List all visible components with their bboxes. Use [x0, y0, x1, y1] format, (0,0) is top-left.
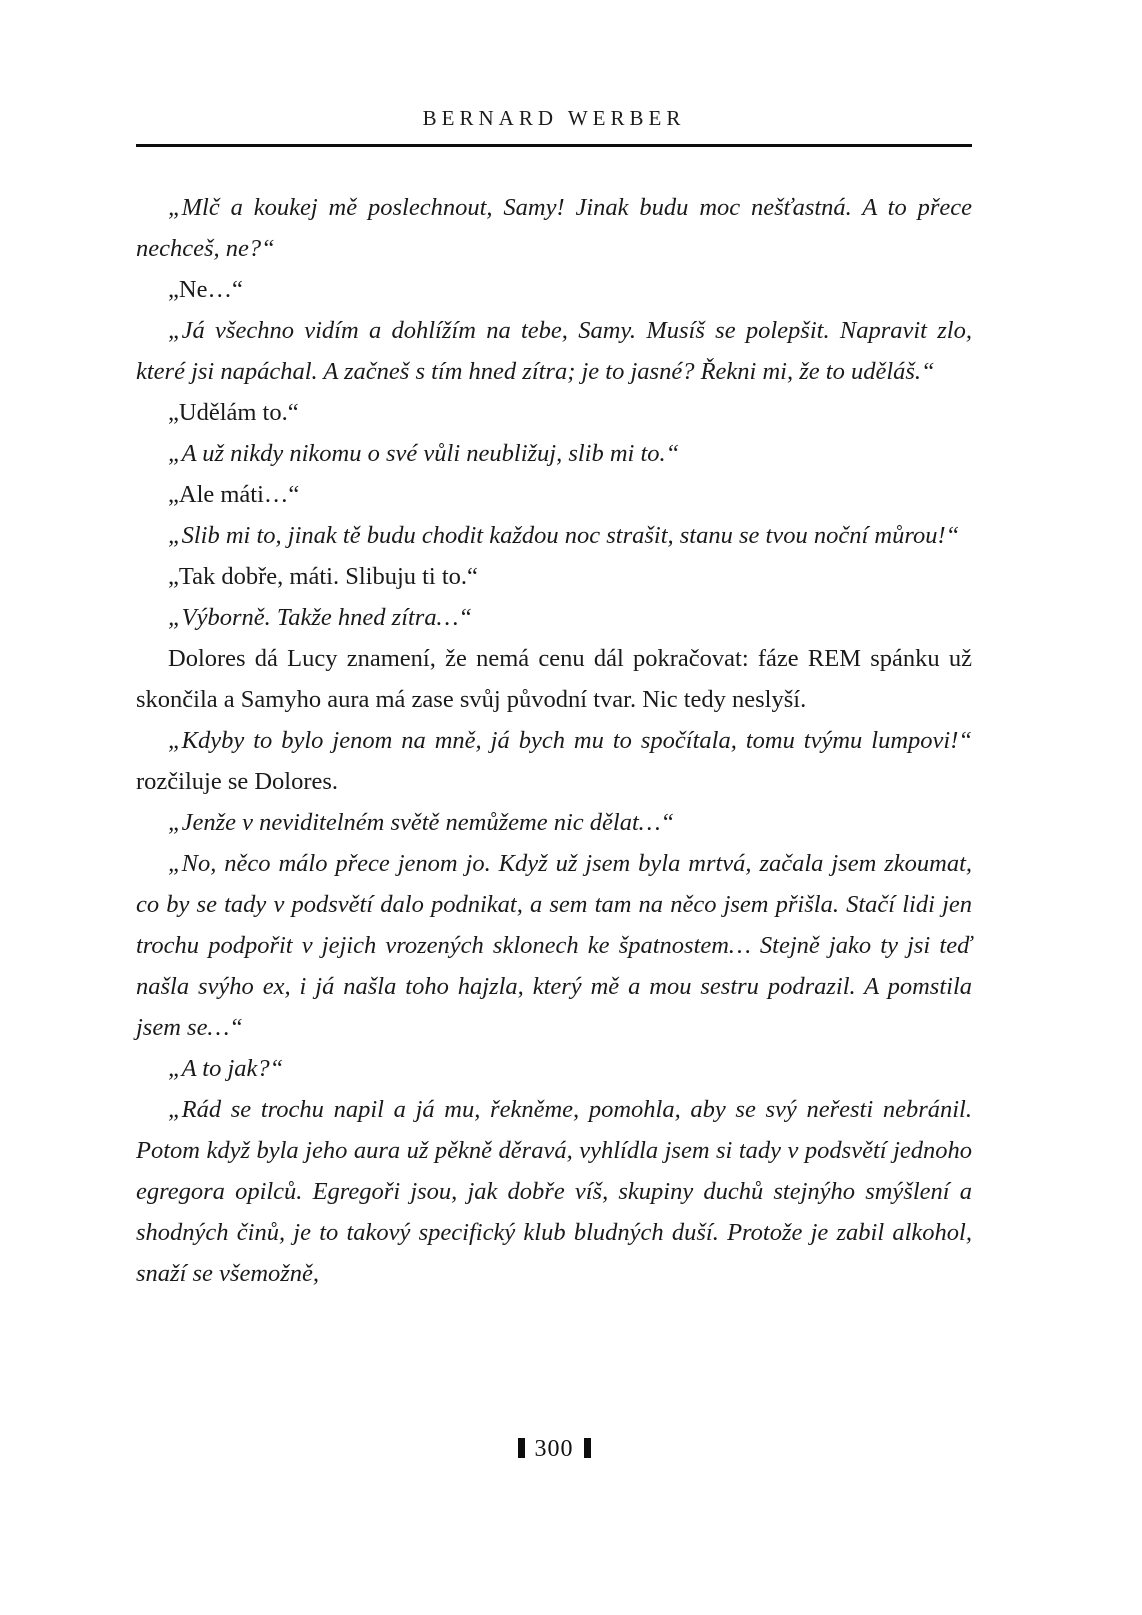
paragraph-roman-part: rozčiluje se Dolores. — [136, 768, 339, 795]
paragraph: „Jenže v neviditelném světě nemůžeme nic dělat…“ — [168, 809, 675, 836]
paragraph — [136, 720, 972, 802]
paragraph: „Rád se trochu napil a já mu, řekněme, pomohla, aby se svý neřesti nebránil. Potom když byla jeho aura už pěkně děravá, vyhlídla jsem si tady v podsvětí jednoho egregora opilců. Egregoři jsou, jak dobře víš, skupiny duchů stejnýho smýšlení a shodných činů, je to takový specifický klub bludných duší. Protože je zabil alkohol, snaží se všemožně, — [136, 1096, 972, 1287]
paragraph: „No, něco málo přece jenom jo. Když už jsem byla mrtvá, začala jsem zkoumat, co by se tady v podsvětí dalo podnikat, a sem tam na něco jsem přišla. Stačí lidi jen trochu podpořit v jejich vrozených sklonech ke špatnostem… Stejně jako ty jsi teď našla svýho ex, i já našla toho hajzla, který mě a mou sestru podrazil. A pomstila jsem se…“ — [136, 850, 972, 1041]
text-block — [136, 187, 972, 1294]
paragraph: Dolores dá Lucy znamení, že nemá cenu dál pokračovat: fáze REM spánku už skončila a Samyho aura má zase svůj původní tvar. Nic tedy neslyší. — [136, 645, 972, 713]
running-head: BERNARD WERBER — [422, 106, 686, 130]
paragraph: „A už nikdy nikomu o své vůli neubližuj, slib mi to.“ — [168, 440, 680, 467]
paragraph: „Udělám to.“ — [168, 399, 299, 426]
paragraph: „Výborně. Takže hned zítra…“ — [168, 604, 473, 631]
header-rule — [136, 144, 972, 147]
page-number-left-marker — [518, 1438, 525, 1458]
paragraph: „Slib mi to, jinak tě budu chodit každou noc strašit, stanu se tvou noční můrou!“ — [168, 522, 960, 549]
paragraph: „Já všechno vidím a dohlížím na tebe, Samy. Musíš se polepšit. Napravit zlo, které jsi napáchal. A začneš s tím hned zítra; je to jasné? Řekni mi, že to uděláš.“ — [136, 317, 972, 385]
paragraph: „Ale máti…“ — [168, 481, 300, 508]
page-number-right-marker — [584, 1438, 591, 1458]
page-footer — [136, 1436, 972, 1463]
page-content — [136, 106, 972, 1294]
paragraph-italic-part: „Kdyby to bylo jenom na mně, já bych mu to spočítala, tomu tvýmu lumpovi!“ — [168, 727, 972, 754]
page-number: 300 — [534, 1436, 574, 1462]
paragraph: „Mlč a koukej mě poslechnout, Samy! Jinak budu moc nešťastná. A to přece nechceš, ne?“ — [136, 194, 972, 262]
paragraph: „A to jak?“ — [168, 1055, 284, 1082]
paragraph: „Ne…“ — [168, 276, 243, 303]
paragraph: „Tak dobře, máti. Slibuju ti to.“ — [168, 563, 478, 590]
